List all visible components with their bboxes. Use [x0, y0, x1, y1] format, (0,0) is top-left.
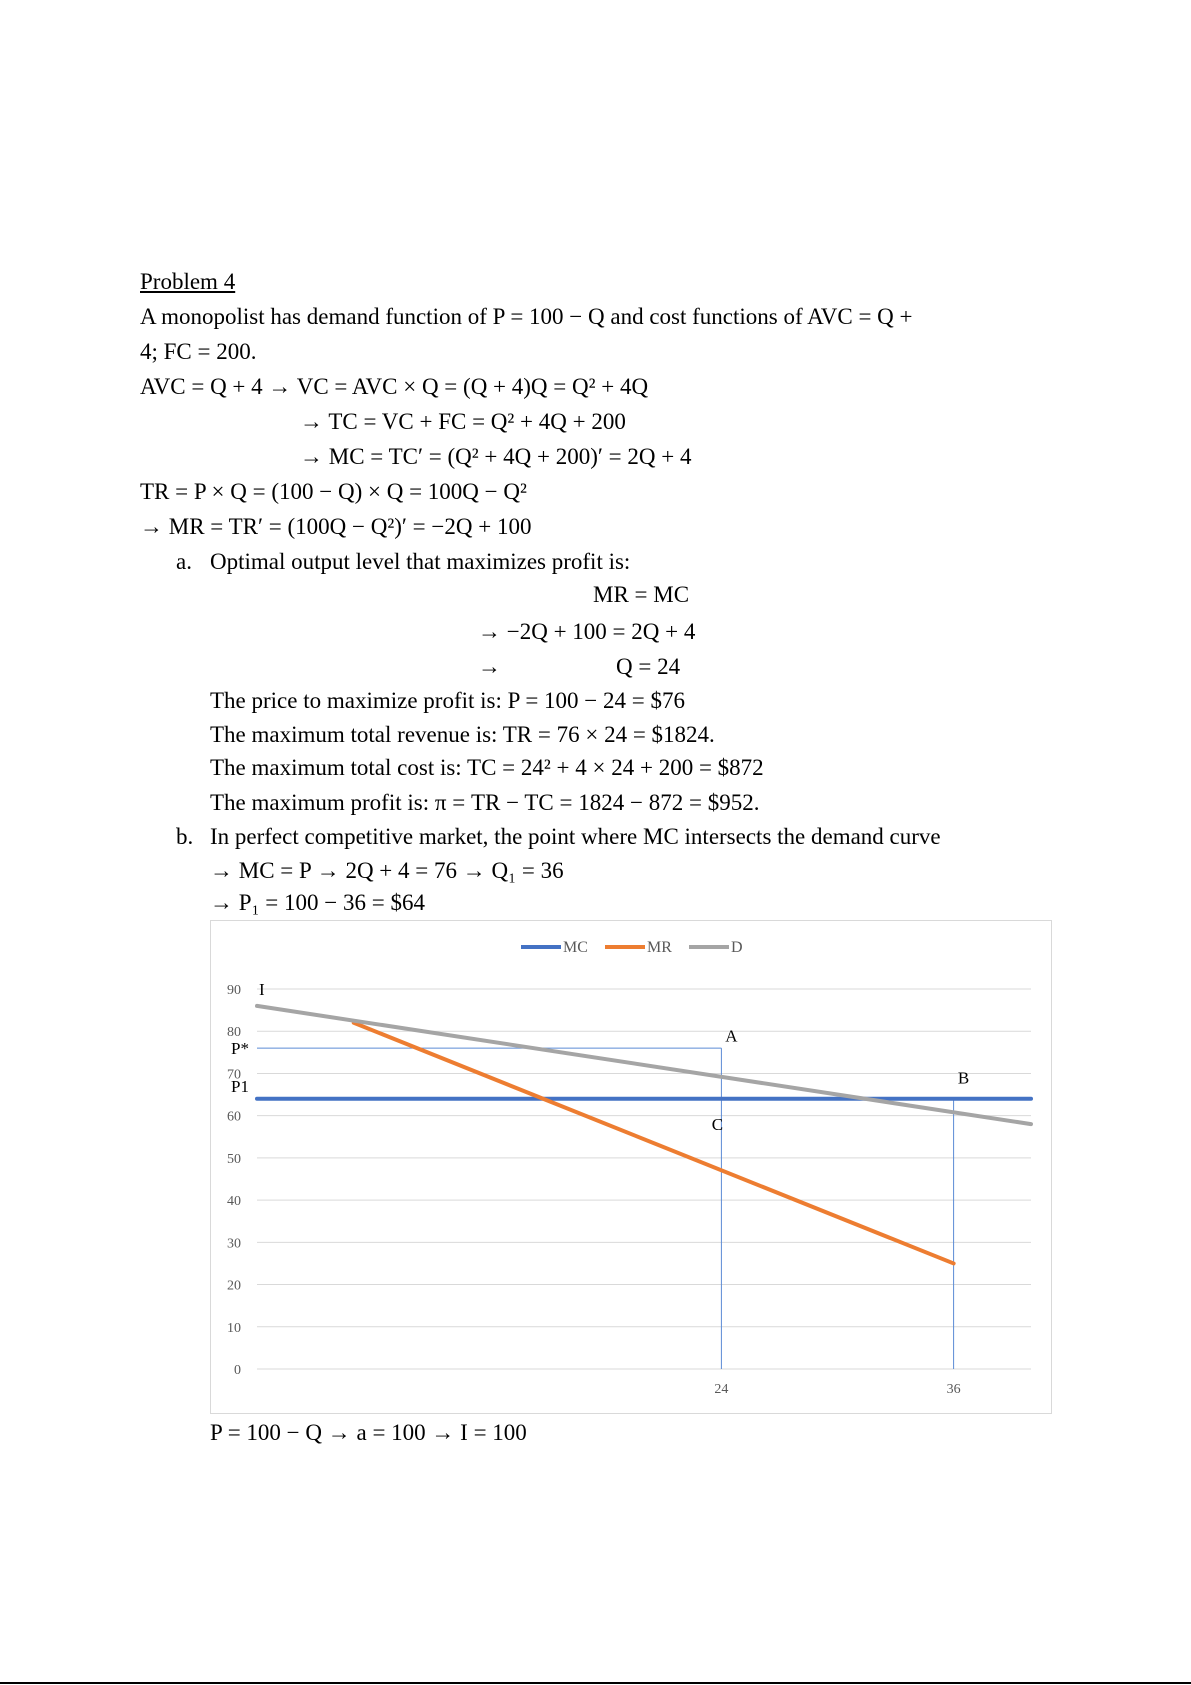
- tr-derivation: TR = P × Q = (100 − Q) × Q = 100Q − Q²: [140, 479, 527, 504]
- part-a-revenue: The maximum total revenue is: TR = 76 × 24 = $1824.: [210, 722, 715, 747]
- annotation-a: A: [725, 1026, 738, 1046]
- y-tick-label-10: 10: [227, 1320, 241, 1336]
- y-tick-label-50: 50: [227, 1151, 241, 1167]
- y-tick-label-0: 0: [234, 1363, 241, 1378]
- y-tick-label-90: 90: [227, 983, 241, 998]
- y-tick-label-40: 40: [227, 1194, 241, 1210]
- part-a-eq3-arrow: →: [478, 654, 501, 679]
- part-a-eq2: → −2Q + 100 = 2Q + 4: [478, 619, 696, 644]
- series-mr-line: [354, 1023, 954, 1264]
- y-tick-label-70: 70: [227, 1067, 241, 1083]
- part-b-label: b.: [176, 824, 194, 849]
- monopoly-chart: [210, 920, 1052, 1414]
- problem-intro-line1: A monopolist has demand function of P = 100 − Q and cost functions of AVC = Q +: [140, 304, 913, 329]
- x-tick-label-36: 36: [946, 1382, 961, 1397]
- y-tick-label-30: 30: [227, 1236, 241, 1252]
- part-a-cost: The maximum total cost is: TC = 24² + 4 × 24 + 200 = $872: [210, 755, 764, 780]
- y-tick-label-20: 20: [227, 1278, 241, 1294]
- part-a-eq1: MR = MC: [593, 582, 690, 607]
- part-a-heading: Optimal output level that maximizes profit is:: [210, 549, 631, 574]
- annotation-p: P*: [231, 1039, 249, 1059]
- part-b-eq2: → P₁ = 100 − 36 = $64: [210, 890, 425, 915]
- y-tick-label-80: 80: [227, 1025, 241, 1041]
- mc-derivation: → MC = TC′ = (Q² + 4Q + 200)′ = 2Q + 4: [300, 444, 692, 469]
- annotation-i: I: [259, 980, 265, 999]
- part-b-eq1: → MC = P → 2Q + 4 = 76 → Q₁ = 36: [210, 858, 564, 883]
- annotation-b: B: [957, 1068, 970, 1088]
- page-bottom-rule: [0, 1682, 1191, 1684]
- legend-label-d: D: [731, 939, 743, 956]
- x-tick-label-24: 24: [714, 1382, 729, 1397]
- series-d-line: [257, 1006, 1031, 1124]
- problem-intro-line2: 4; FC = 200.: [140, 339, 257, 364]
- part-a-price: The price to maximize profit is: P = 100 − 24 = $76: [210, 688, 685, 713]
- part-a-eq3: Q = 24: [616, 654, 681, 679]
- part-b-heading: In perfect competitive market, the point where MC intersects the demand curve: [210, 824, 941, 849]
- legend-label-mr: MR: [647, 939, 672, 956]
- annotation-p1: P1: [231, 1077, 249, 1097]
- part-a-profit: The maximum profit is: π = TR − TC = 1824 − 872 = $952.: [210, 790, 760, 815]
- mr-derivation: → MR = TR′ = (100Q − Q²)′ = −2Q + 100: [140, 514, 532, 539]
- vc-derivation: AVC = Q + 4 → VC = AVC × Q = (Q + 4)Q = Q² + 4Q: [140, 374, 649, 399]
- problem-title: Problem 4: [140, 269, 236, 294]
- tc-derivation: → TC = VC + FC = Q² + 4Q + 200: [300, 409, 626, 434]
- annotation-c: C: [711, 1115, 724, 1135]
- part-a-label: a.: [176, 549, 192, 574]
- legend-label-mc: MC: [563, 939, 588, 956]
- footer-equation: P = 100 − Q → a = 100 → I = 100: [210, 1420, 527, 1445]
- y-tick-label-60: 60: [227, 1109, 241, 1125]
- chart-canvas: [211, 921, 1051, 1413]
